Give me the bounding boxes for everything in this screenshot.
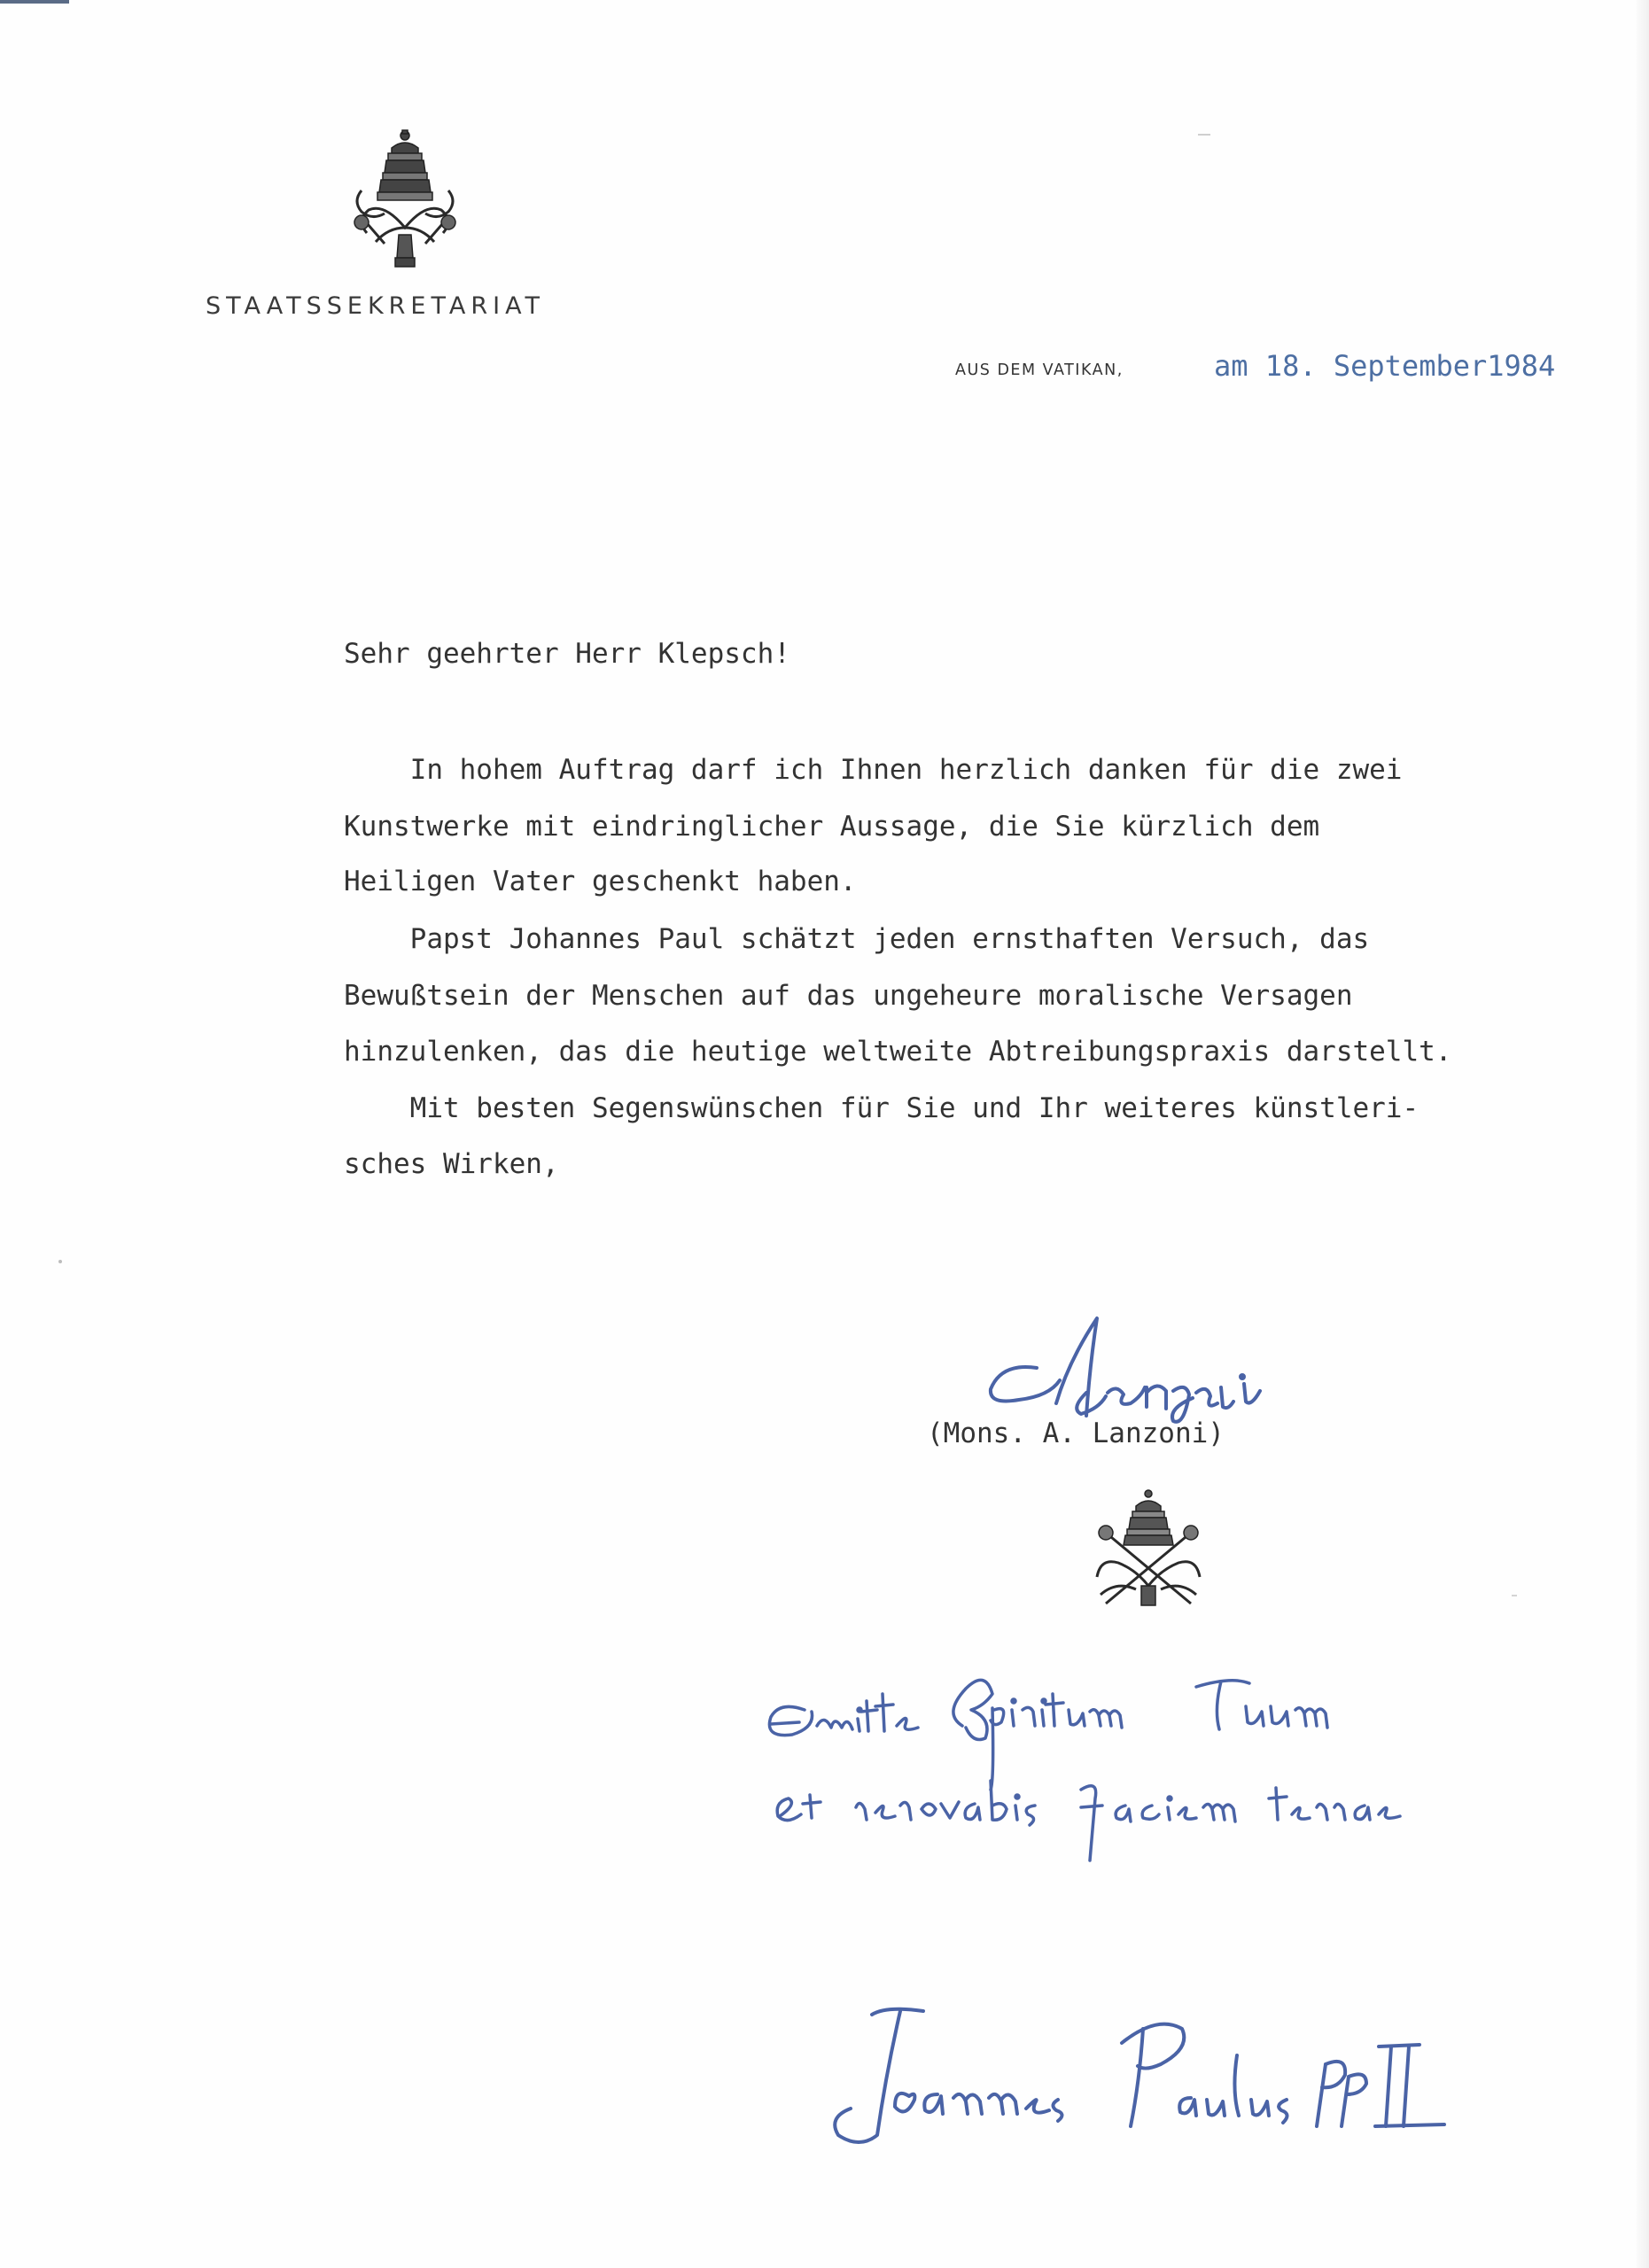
scan-corner-mark [0, 0, 69, 4]
place-line: AUS DEM VATIKAN, [955, 361, 1124, 379]
salutation: Sehr geehrter Herr Klepsch! [344, 638, 790, 670]
scan-speck [58, 1260, 62, 1263]
body-line: Kunstwerke mit eindringlicher Aussage, die Sie kürzlich dem [344, 811, 1320, 843]
scan-speck [1198, 134, 1210, 136]
body-line: In hohem Auftrag darf ich Ihnen herzlich danken für die zwei [344, 754, 1403, 786]
body-line: hinzulenken, das die heutige weltweite Abtreibungspraxis darstellt. [344, 1036, 1452, 1068]
lanzoni-signature-icon [984, 1311, 1276, 1435]
office-name: STAATSSEKRETARIAT [206, 292, 545, 320]
body-line: Mit besten Segenswünschen für Sie und Ihr weiteres künstleri- [344, 1092, 1420, 1124]
signer-name: (Mons. A. Lanzoni) [927, 1418, 1225, 1449]
handwritten-inscription-icon [753, 1674, 1533, 1878]
letter-date: am 18. September1984 [1214, 349, 1556, 383]
page-edge-shade [1637, 0, 1649, 2268]
papal-crest-icon [349, 128, 461, 268]
scan-speck [1512, 1595, 1517, 1596]
body-line: Papst Johannes Paul schätzt jeden ernsthaften Versuch, das [344, 923, 1370, 955]
papal-signature-icon [824, 2002, 1480, 2153]
body-line: Heiligen Vater geschenkt haben. [344, 866, 857, 897]
papal-keys-crest-icon [1092, 1488, 1205, 1609]
body-line: Bewußtsein der Menschen auf das ungeheure moralische Versagen [344, 980, 1353, 1012]
body-line: sches Wirken, [344, 1148, 559, 1180]
